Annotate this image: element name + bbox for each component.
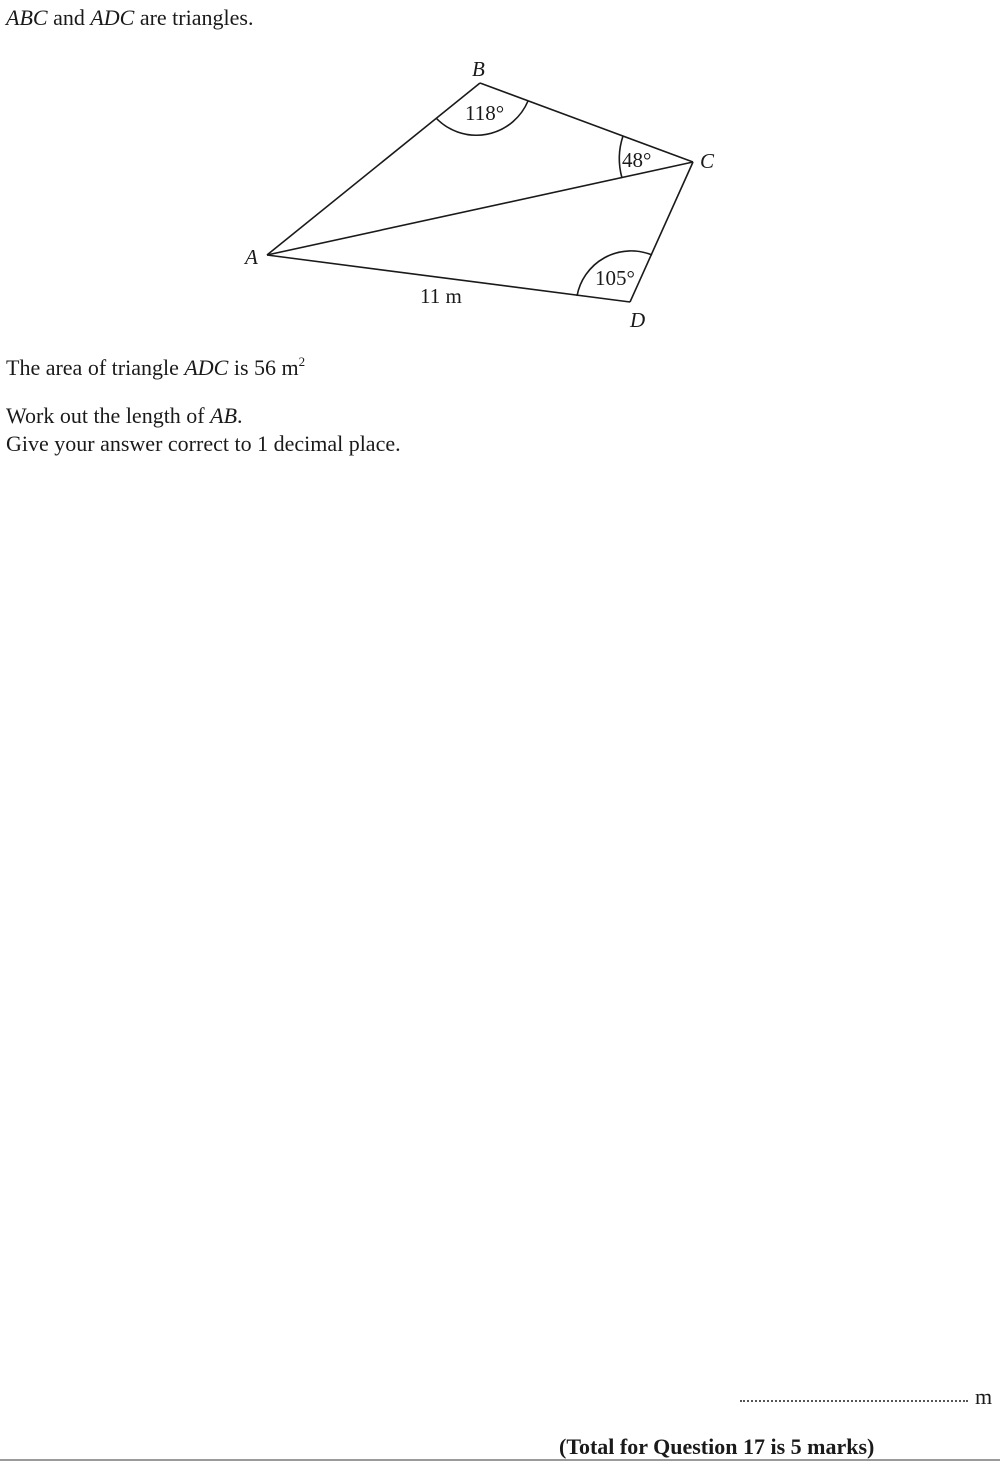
area-statement [6, 354, 306, 380]
total-marks: (Total for Question 17 is 5 marks) [559, 1434, 875, 1459]
precision-instruction: Give your answer correct to 1 decimal place. [6, 431, 401, 456]
intro-rest-text: are triangles. [134, 5, 254, 30]
diagonal-ac [267, 162, 693, 255]
instruction-segment-label: AB [210, 403, 238, 428]
answer-line[interactable] [740, 1400, 968, 1402]
triangle-abc-label: ABC [6, 5, 48, 30]
bottom-divider [0, 1459, 1000, 1461]
area-triangle-label: ADC [184, 355, 229, 380]
instruction-prefix: Work out the length of [6, 403, 211, 428]
instruction-suffix: . [237, 403, 243, 428]
vertex-label-b: B [472, 57, 485, 81]
side-ab [267, 83, 480, 255]
side-length-label-ad: 11 m [420, 284, 462, 308]
triangle-adc-label: ADC [90, 5, 135, 30]
area-unit-power: 2 [298, 354, 306, 369]
instruction-sentence [6, 405, 243, 427]
angle-label-b: 118° [465, 101, 505, 125]
intro-and-text: and [47, 5, 91, 30]
quadrilateral-diagram [0, 0, 1000, 340]
angle-label-d: 105° [595, 266, 635, 290]
answer-unit: m [975, 1384, 993, 1409]
area-prefix: The area of triangle [6, 355, 185, 380]
area-value: is 56 m [228, 355, 299, 380]
side-cd [630, 162, 693, 302]
vertex-label-d: D [630, 308, 646, 332]
angle-label-c: 48° [622, 148, 652, 172]
vertex-label-a: A [245, 245, 258, 269]
vertex-label-c: C [700, 149, 715, 173]
